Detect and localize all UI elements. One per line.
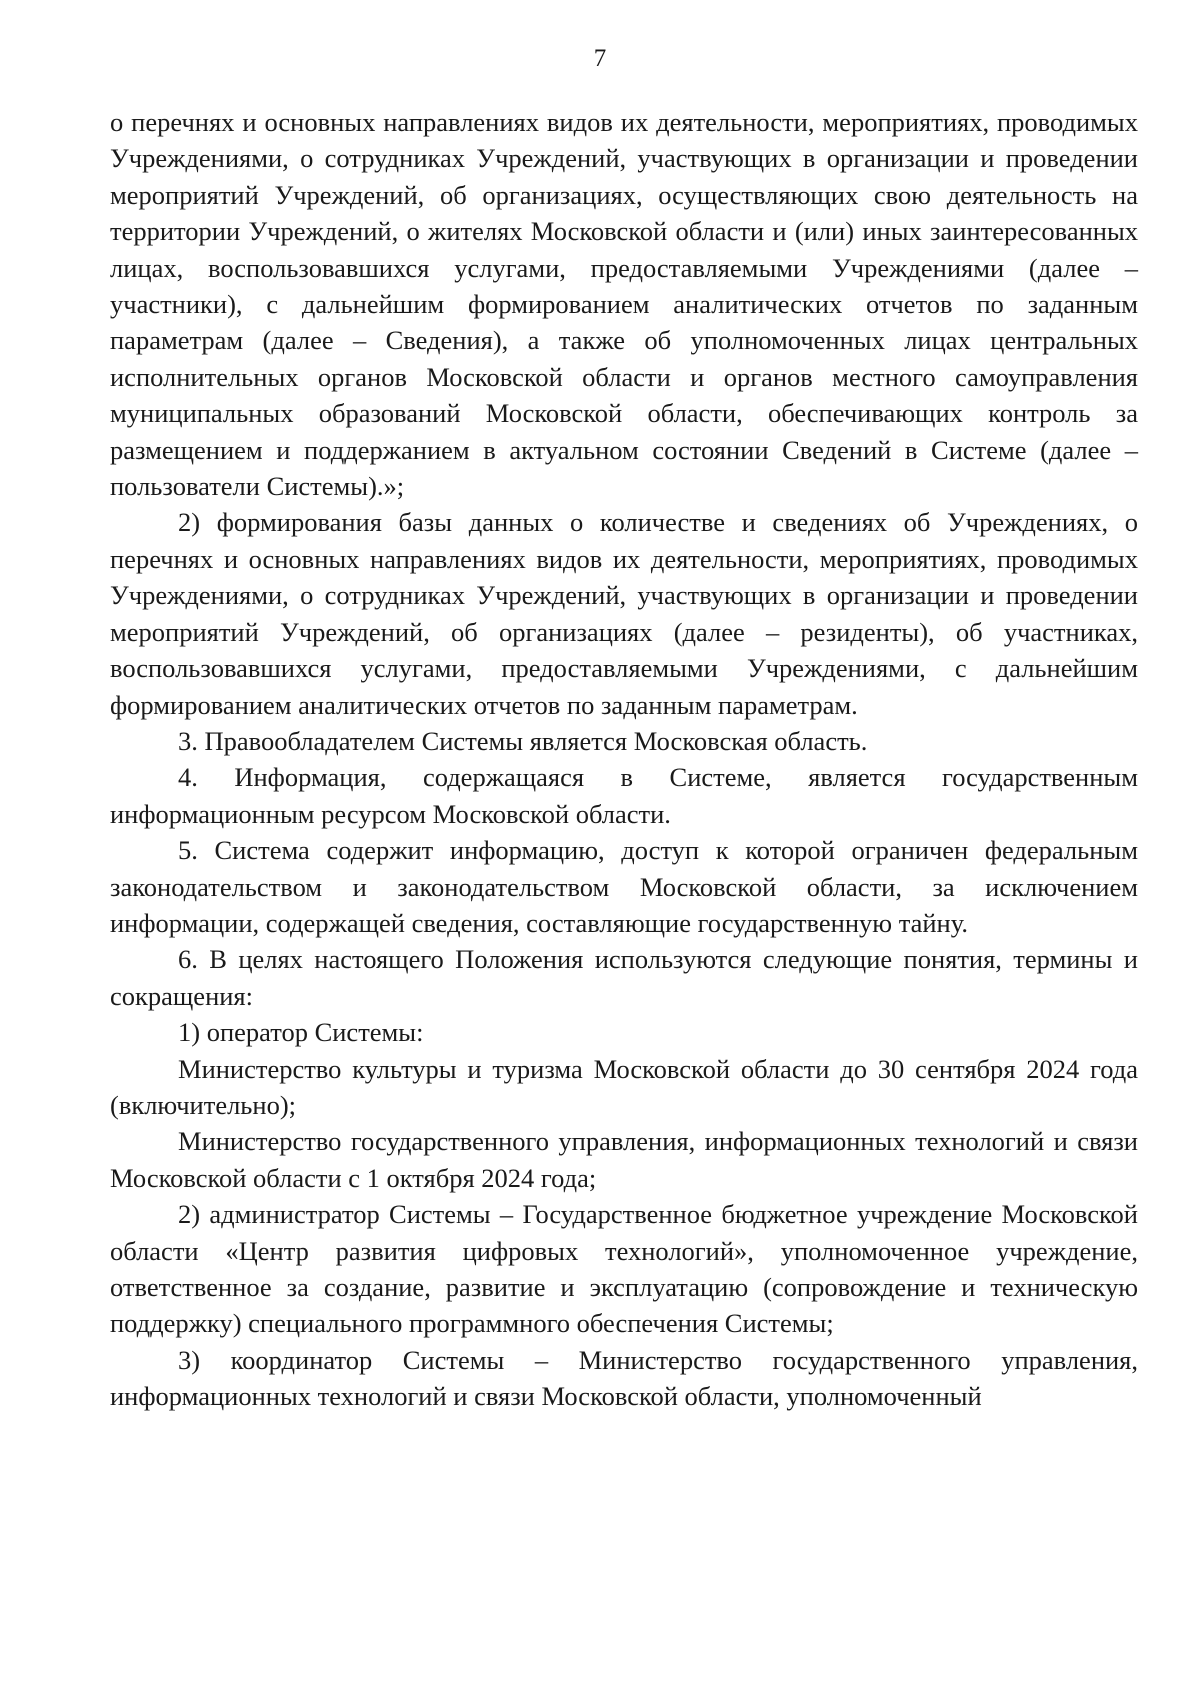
paragraph-3-rightholder: 3. Правообладателем Системы является Московская область. <box>178 725 868 756</box>
paragraph-operator-ministry-governance: Министерство государственного управления, информационных технологий и связи Московской области с 1 октября 2024 года; <box>110 1126 1138 1193</box>
paragraph-item-2-administrator: 2) администратор Системы – Государственное бюджетное учреждение Московской области «Центр развития цифровых технологий», уполномоченное учреждение, ответственное за создание, развитие и эксплуатацию (сопровождение и техническую поддержку) специального программного обеспечения Системы; <box>110 1199 1138 1339</box>
paragraph-item-1-operator: 1) оператор Системы: <box>178 1017 424 1048</box>
paragraph-4-information-resource: 4. Информация, содержащаяся в Системе, является государственным информационным ресурсом Московской области. <box>110 762 1138 829</box>
page-number: 7 <box>593 45 607 72</box>
paragraph-6-definitions: 6. В целях настоящего Положения используются следующие понятия, термины и сокращения: <box>110 944 1138 1011</box>
document-body <box>110 104 1138 1415</box>
paragraph-5-restricted-information: 5. Система содержит информацию, доступ к которой ограничен федеральным законодательством и законодательством Московской области, за исключением информации, содержащей сведения, составляющие государственную тайну. <box>110 835 1138 938</box>
paragraph-operator-ministry-culture: Министерство культуры и туризма Московской области до 30 сентября 2024 года (включительно); <box>110 1053 1138 1120</box>
paragraph-continuation: о перечнях и основных направлениях видов их деятельности, мероприятиях, проводимых Учреждениями, о сотрудниках Учреждений, участвующих в организации и проведении мероприятий Учреждений, об организациях, осуществляющих свою деятельность на территории Учреждений, о жителях Московской области и (или) иных заинтересованных лицах, воспользовавшихся услугами, предоставляемыми Учреждениями (далее – участники), с дальнейшим формированием аналитических отчетов по заданным параметрам (далее – Сведения), а также об уполномоченных лицах центральных исполнительных органов Московской области и органов местного самоуправления муниципальных образований Московской области, обеспечивающих контроль за размещением и поддержанием в актуальном состоянии Сведений в Системе (далее – пользователи Системы).»; <box>110 107 1138 502</box>
paragraph-item-2-database: 2) формирования базы данных о количестве и сведениях об Учреждениях, о перечнях и основных направлениях видов их деятельности, мероприятиях, проводимых Учреждениями, о сотрудниках Учреждений, участвующих в организации и проведении мероприятий Учреждений, об организациях (далее – резиденты), об участниках, воспользовавшихся услугами, предоставляемыми Учреждениями, с дальнейшим формированием аналитических отчетов по заданным параметрам. <box>110 507 1138 720</box>
paragraph-item-3-coordinator: 3) координатор Системы – Министерство государственного управления, информационных технологий и связи Московской области, уполномоченный <box>110 1344 1138 1412</box>
